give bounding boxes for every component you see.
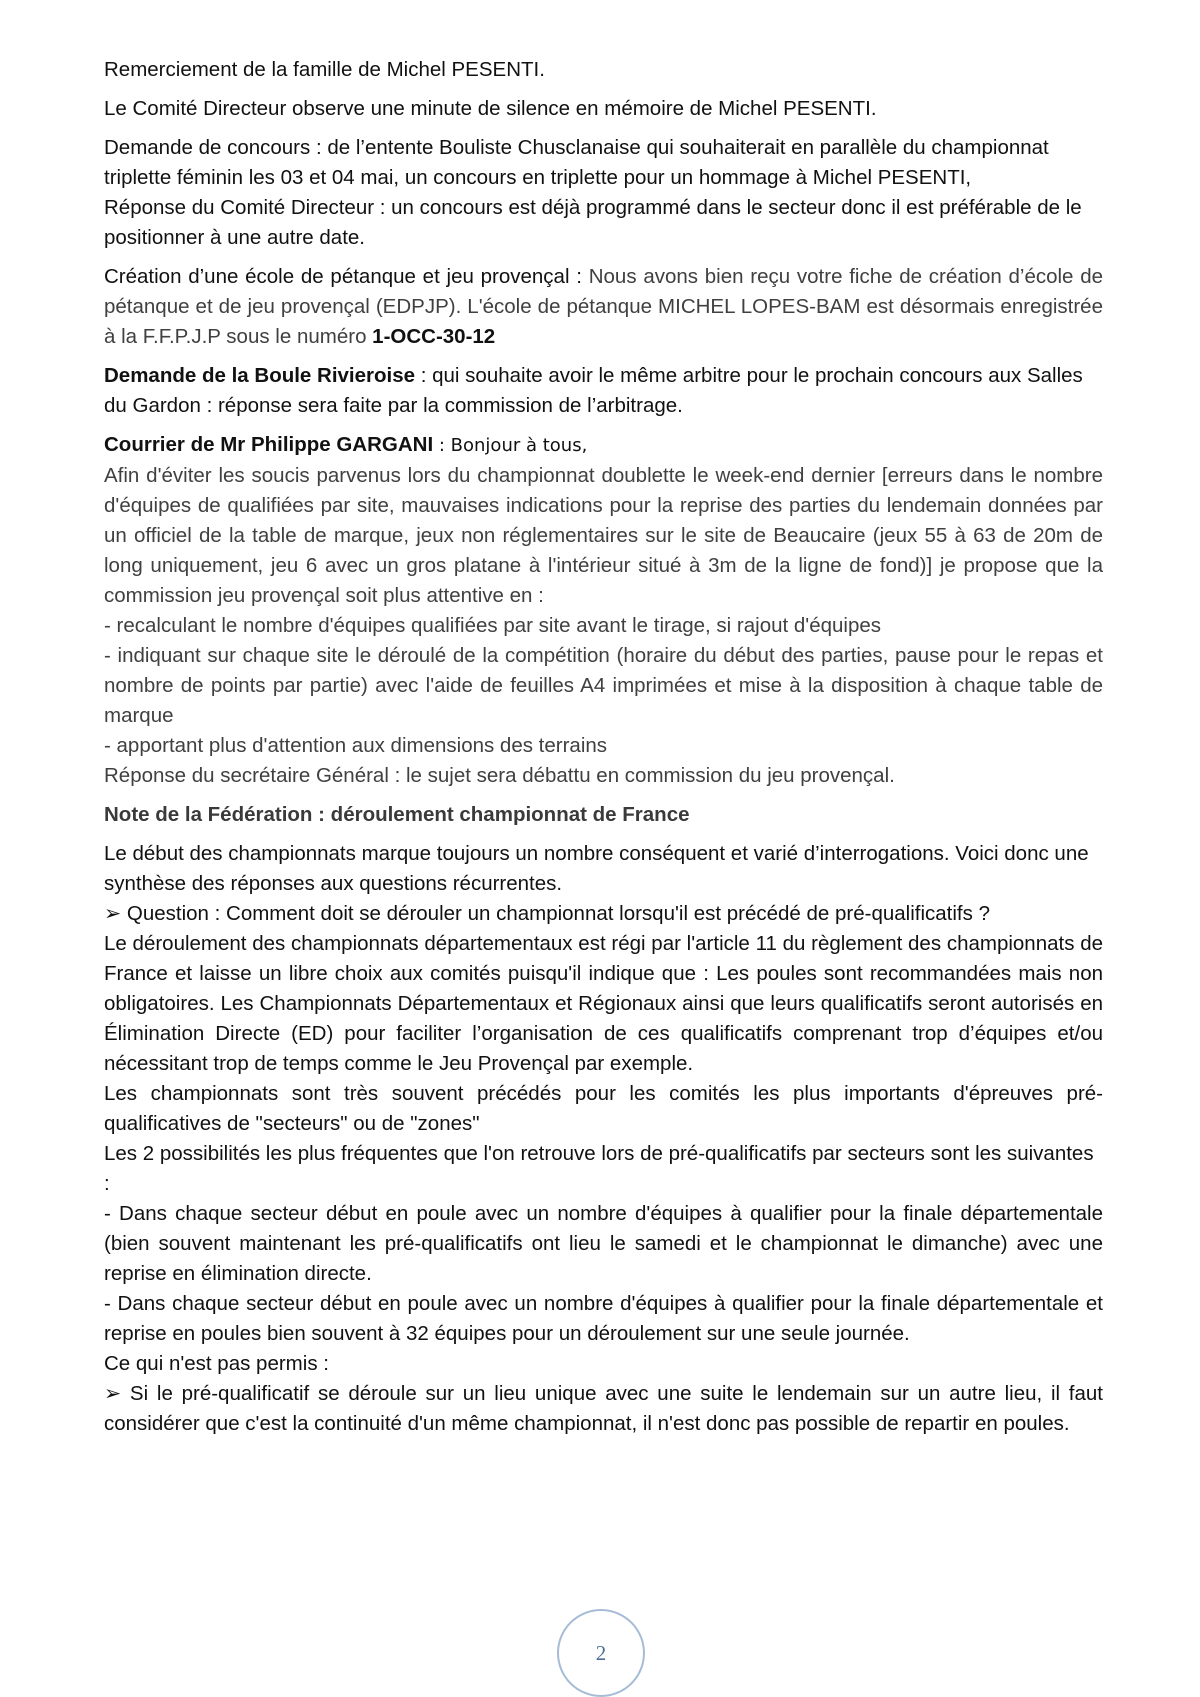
paragraph-competition-request bbox=[104, 133, 1103, 253]
gargani-letter-item: - indiquant sur chaque site le déroulé de la compétition (horaire du début des parties, pause pour le repas et nombre de points par partie) avec l'aide de feuilles A4 imprimées et mise à la disposition à chaque table de marque bbox=[104, 644, 1103, 727]
gargani-letter-text: Afin d'éviter les soucis parvenus lors du championnat doublette le week-end dernier [erreurs dans le nombre d'équipes de qualifiées par site, mauvaises indications pour la reprise des parties du lendemain données par un officiel de la table de marque, jeux non réglementaires sur le site de Beaucaire (jeux 55 à 63 de 20m de long uniquement, jeu 6 avec un gros platane à l'intérieur situé à 3m de la ligne de fond)] je propose que la commission jeu provençal soit plus attentive en : bbox=[104, 464, 1103, 607]
paragraph-thanks: Remerciement de la famille de Michel PESENTI. bbox=[104, 58, 545, 81]
school-creation-heading: Création d’une école de pétanque et jeu provençal : bbox=[104, 265, 582, 288]
federation-note-heading: Note de la Fédération : déroulement championnat de France bbox=[104, 803, 690, 826]
federation-note-not-allowed: Ce qui n'est pas permis : bbox=[104, 1352, 329, 1375]
school-creation-text: Nous avons bien reçu votre fiche de création d’école de pétanque et de jeu provençal (EDPJP). L'école de pétanque MICHEL LOPES-BAM est désormais enregistrée à la F.F.P.J.P sous le numéro bbox=[104, 265, 1103, 348]
paragraph-minute-silence: Le Comité Directeur observe une minute de silence en mémoire de Michel PESENTI. bbox=[104, 97, 877, 120]
competition-request-reply: Réponse du Comité Directeur : un concours est déjà programmé dans le secteur donc il est préférable de le positionner à une autre date. bbox=[104, 196, 1082, 249]
paragraph-school-creation bbox=[104, 262, 1103, 352]
federation-note-rule: ➢ Si le pré-qualificatif se déroule sur un lieu unique avec une suite le lendemain sur un autre lieu, il faut considérer que c'est la continuité d'un même championnat, il n'est donc pas possible de repartir en poules. bbox=[104, 1382, 1103, 1435]
paragraph-federation-note bbox=[104, 839, 1103, 1439]
paragraph-boule-rivieroise bbox=[104, 361, 1103, 421]
federation-note-article: Le déroulement des championnats départementaux est régi par l'article 11 du règlement des championnats de France et laisse un libre choix aux comités puisqu'il indique que : Les poules sont recommandées mais non obligatoires. Les Championnats Départementaux et Régionaux ainsi que leurs qualificatifs seront autorisés en Élimination Directe (ED) pour faciliter l’organisation de ces qualificatifs comprenant trop d’équipes et/ou nécessitant trop de temps comme le Jeu Provençal par exemple. bbox=[104, 932, 1103, 1075]
federation-note-option: - Dans chaque secteur début en poule avec un nombre d'équipes à qualifier pour la finale départementale (bien souvent maintenant les pré-qualificatifs ont lieu le samedi et le championnat le dimanche) avec une reprise en élimination directe. bbox=[104, 1202, 1103, 1285]
boule-rivieroise-text: : qui souhaite avoir le même arbitre pour le prochain concours aux Salles du Gardon : réponse sera faite par la commission de l’arbitrage. bbox=[104, 364, 1083, 417]
gargani-letter-item: - apportant plus d'attention aux dimensions des terrains bbox=[104, 734, 608, 757]
boule-rivieroise-heading: Demande de la Boule Rivieroise bbox=[104, 364, 416, 387]
gargani-letter-greeting: : Bonjour à tous, bbox=[438, 435, 588, 456]
school-registration-number: 1-OCC-30-12 bbox=[372, 325, 496, 348]
federation-note-intro: Le début des championnats marque toujours un nombre conséquent et varié d’interrogations. Voici donc une synthèse des réponses aux questions récurrentes. bbox=[104, 842, 1089, 895]
federation-note-option: - Dans chaque secteur début en poule avec un nombre d'équipes à qualifier pour la finale départementale et reprise en poules bien souvent à 32 équipes pour un déroulement sur une seule journée. bbox=[104, 1292, 1103, 1345]
gargani-letter-reply: Réponse du secrétaire Général : le sujet sera débattu en commission du jeu provençal. bbox=[104, 764, 895, 787]
page-number: 2 bbox=[557, 1609, 645, 1697]
gargani-letter-heading: Courrier de Mr Philippe GARGANI bbox=[104, 433, 434, 456]
paragraph-gargani-letter bbox=[104, 430, 1103, 791]
gargani-letter-item: - recalculant le nombre d'équipes qualifiées par site avant le tirage, si rajout d'équipes bbox=[104, 614, 882, 637]
federation-note-question: ➢ Question : Comment doit se dérouler un championnat lorsqu'il est précédé de pré-qualificatifs ? bbox=[104, 902, 990, 925]
competition-request-text: Demande de concours : de l’entente Bouliste Chusclanaise qui souhaiterait en parallèle du championnat triplette féminin les 03 et 04 mai, un concours en triplette pour un hommage à Michel PESENTI, bbox=[104, 136, 1049, 189]
federation-note-sectors: Les championnats sont très souvent précédés pour les comités les plus importants d'épreuves pré-qualificatives de "secteurs" ou de "zones" bbox=[104, 1082, 1103, 1135]
federation-note-possibilities: Les 2 possibilités les plus fréquentes que l'on retrouve lors de pré-qualificatifs par secteurs sont les suivantes : bbox=[104, 1142, 1094, 1195]
